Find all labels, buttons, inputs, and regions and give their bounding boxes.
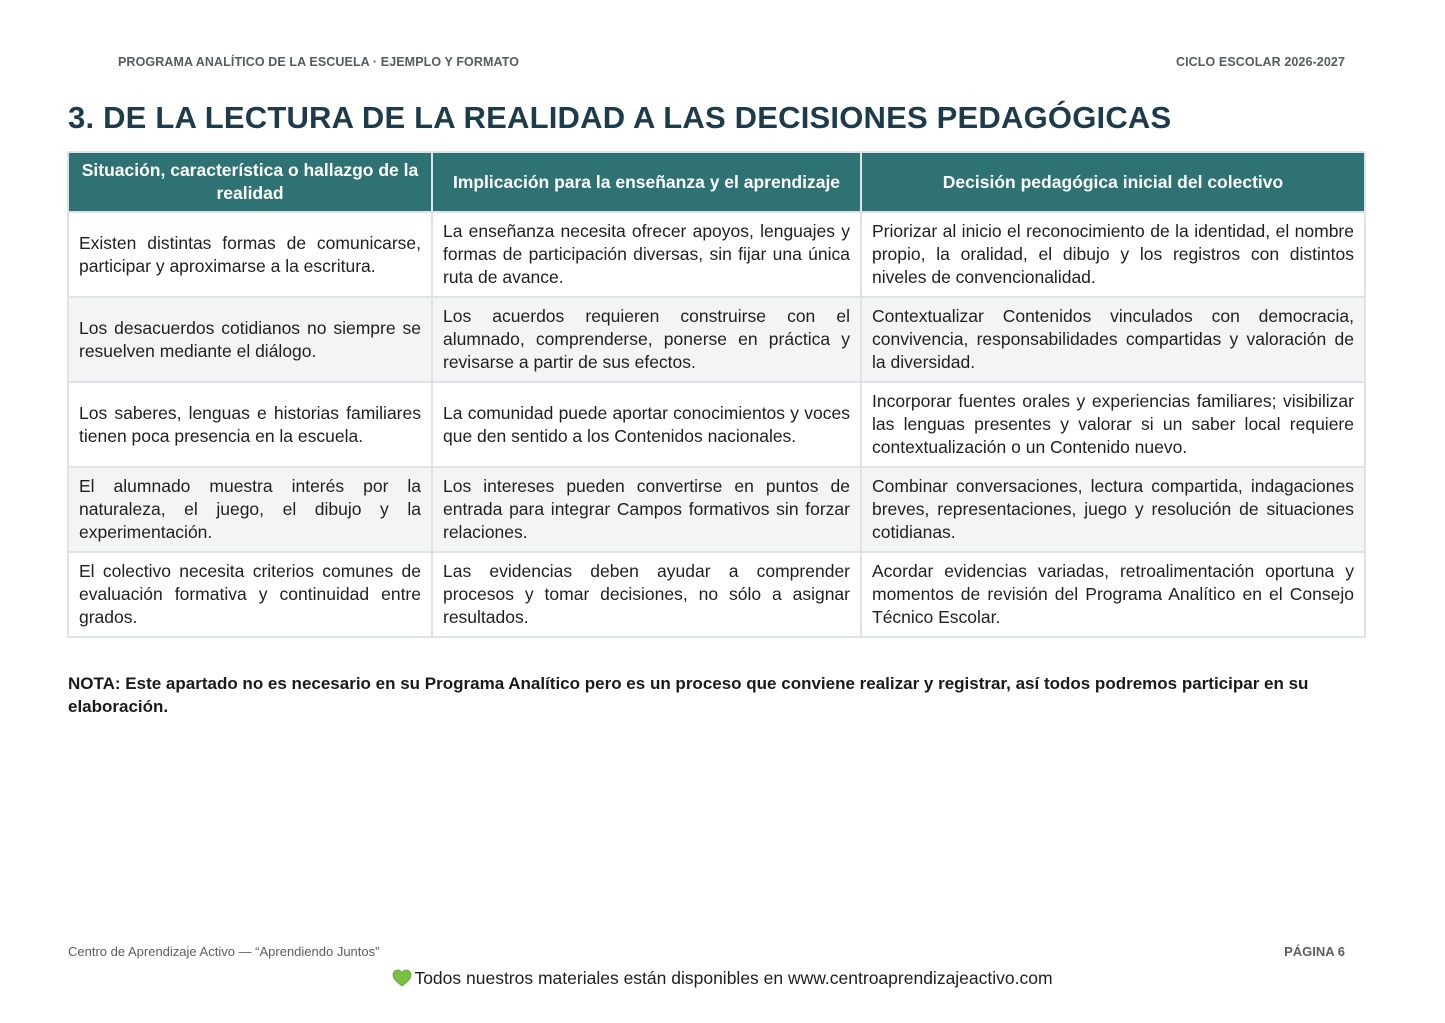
table-row <box>68 552 1365 637</box>
table-cell: El colectivo necesita criterios comunes de evaluación formativa y continuidad entre grados. <box>68 552 432 637</box>
table-cell: Los intereses pueden convertirse en puntos de entrada para integrar Campos formativos sin forzar relaciones. <box>432 467 861 552</box>
table-row <box>68 382 1365 467</box>
running-header-right: CICLO ESCOLAR 2026-2027 <box>1175 55 1345 69</box>
running-header-left: PROGRAMA ANALÍTICO DE LA ESCUELA · EJEMPLO Y FORMATO <box>118 55 520 69</box>
page-number: PÁGINA 6 <box>1284 944 1345 959</box>
table-row <box>68 467 1365 552</box>
availability-line <box>0 968 1445 989</box>
footer-organization: Centro de Aprendizaje Activo — “Aprendiendo Juntos” <box>68 944 380 959</box>
table-cell: Priorizar al inicio el reconocimiento de la identidad, el nombre propio, la oralidad, el dibujo y los registros con distintos niveles de convencionalidad. <box>861 212 1365 297</box>
table-cell: Contextualizar Contenidos vinculados con democracia, convivencia, responsabilidades compartidas y valoración de la diversidad. <box>861 297 1365 382</box>
reality-decisions-table <box>67 151 1366 638</box>
column-header-situacion: Situación, característica o hallazgo de la realidad <box>68 152 432 212</box>
table-cell: La comunidad puede aportar conocimientos y voces que den sentido a los Contenidos nacionales. <box>432 382 861 467</box>
table-cell: Acordar evidencias variadas, retroalimentación oportuna y momentos de revisión del Programa Analítico en el Consejo Técnico Escolar. <box>861 552 1365 637</box>
running-header <box>118 55 1345 69</box>
table-cell: La enseñanza necesita ofrecer apoyos, lenguajes y formas de participación diversas, sin fijar una única ruta de avance. <box>432 212 861 297</box>
table-header-row <box>68 152 1365 212</box>
table-cell: Existen distintas formas de comunicarse, participar y aproximarse a la escritura. <box>68 212 432 297</box>
note-paragraph: NOTA: Este apartado no es necesario en su Programa Analítico pero es un proceso que conviene realizar y registrar, así todos podremos participar en su elaboración. <box>68 674 1309 716</box>
table-row <box>68 212 1365 297</box>
green-heart-icon <box>392 969 412 987</box>
table-cell: Incorporar fuentes orales y experiencias familiares; visibilizar las lenguas presentes y valorar si un saber local requiere contextualización o un Contenido nuevo. <box>861 382 1365 467</box>
availability-text: Todos nuestros materiales están disponibles en www.centroaprendizajeactivo.com <box>414 968 1053 988</box>
table-cell: Los saberes, lenguas e historias familiares tienen poca presencia en la escuela. <box>68 382 432 467</box>
table-cell: Combinar conversaciones, lectura compartida, indagaciones breves, representaciones, juego y resolución de situaciones cotidianas. <box>861 467 1365 552</box>
table-cell: Los desacuerdos cotidianos no siempre se resuelven mediante el diálogo. <box>68 297 432 382</box>
table-row <box>68 297 1365 382</box>
column-header-decision: Decisión pedagógica inicial del colectivo <box>861 152 1365 212</box>
column-header-implicacion: Implicación para la enseñanza y el aprendizaje <box>432 152 861 212</box>
table-cell: Las evidencias deben ayudar a comprender procesos y tomar decisiones, no sólo a asignar resultados. <box>432 552 861 637</box>
section-title: 3. DE LA LECTURA DE LA REALIDAD A LAS DECISIONES PEDAGÓGICAS <box>68 100 1172 135</box>
table-cell: El alumnado muestra interés por la naturaleza, el juego, el dibujo y la experimentación. <box>68 467 432 552</box>
page-footer <box>68 944 1345 959</box>
table-cell: Los acuerdos requieren construirse con el alumnado, comprenderse, ponerse en práctica y revisarse a partir de sus efectos. <box>432 297 861 382</box>
